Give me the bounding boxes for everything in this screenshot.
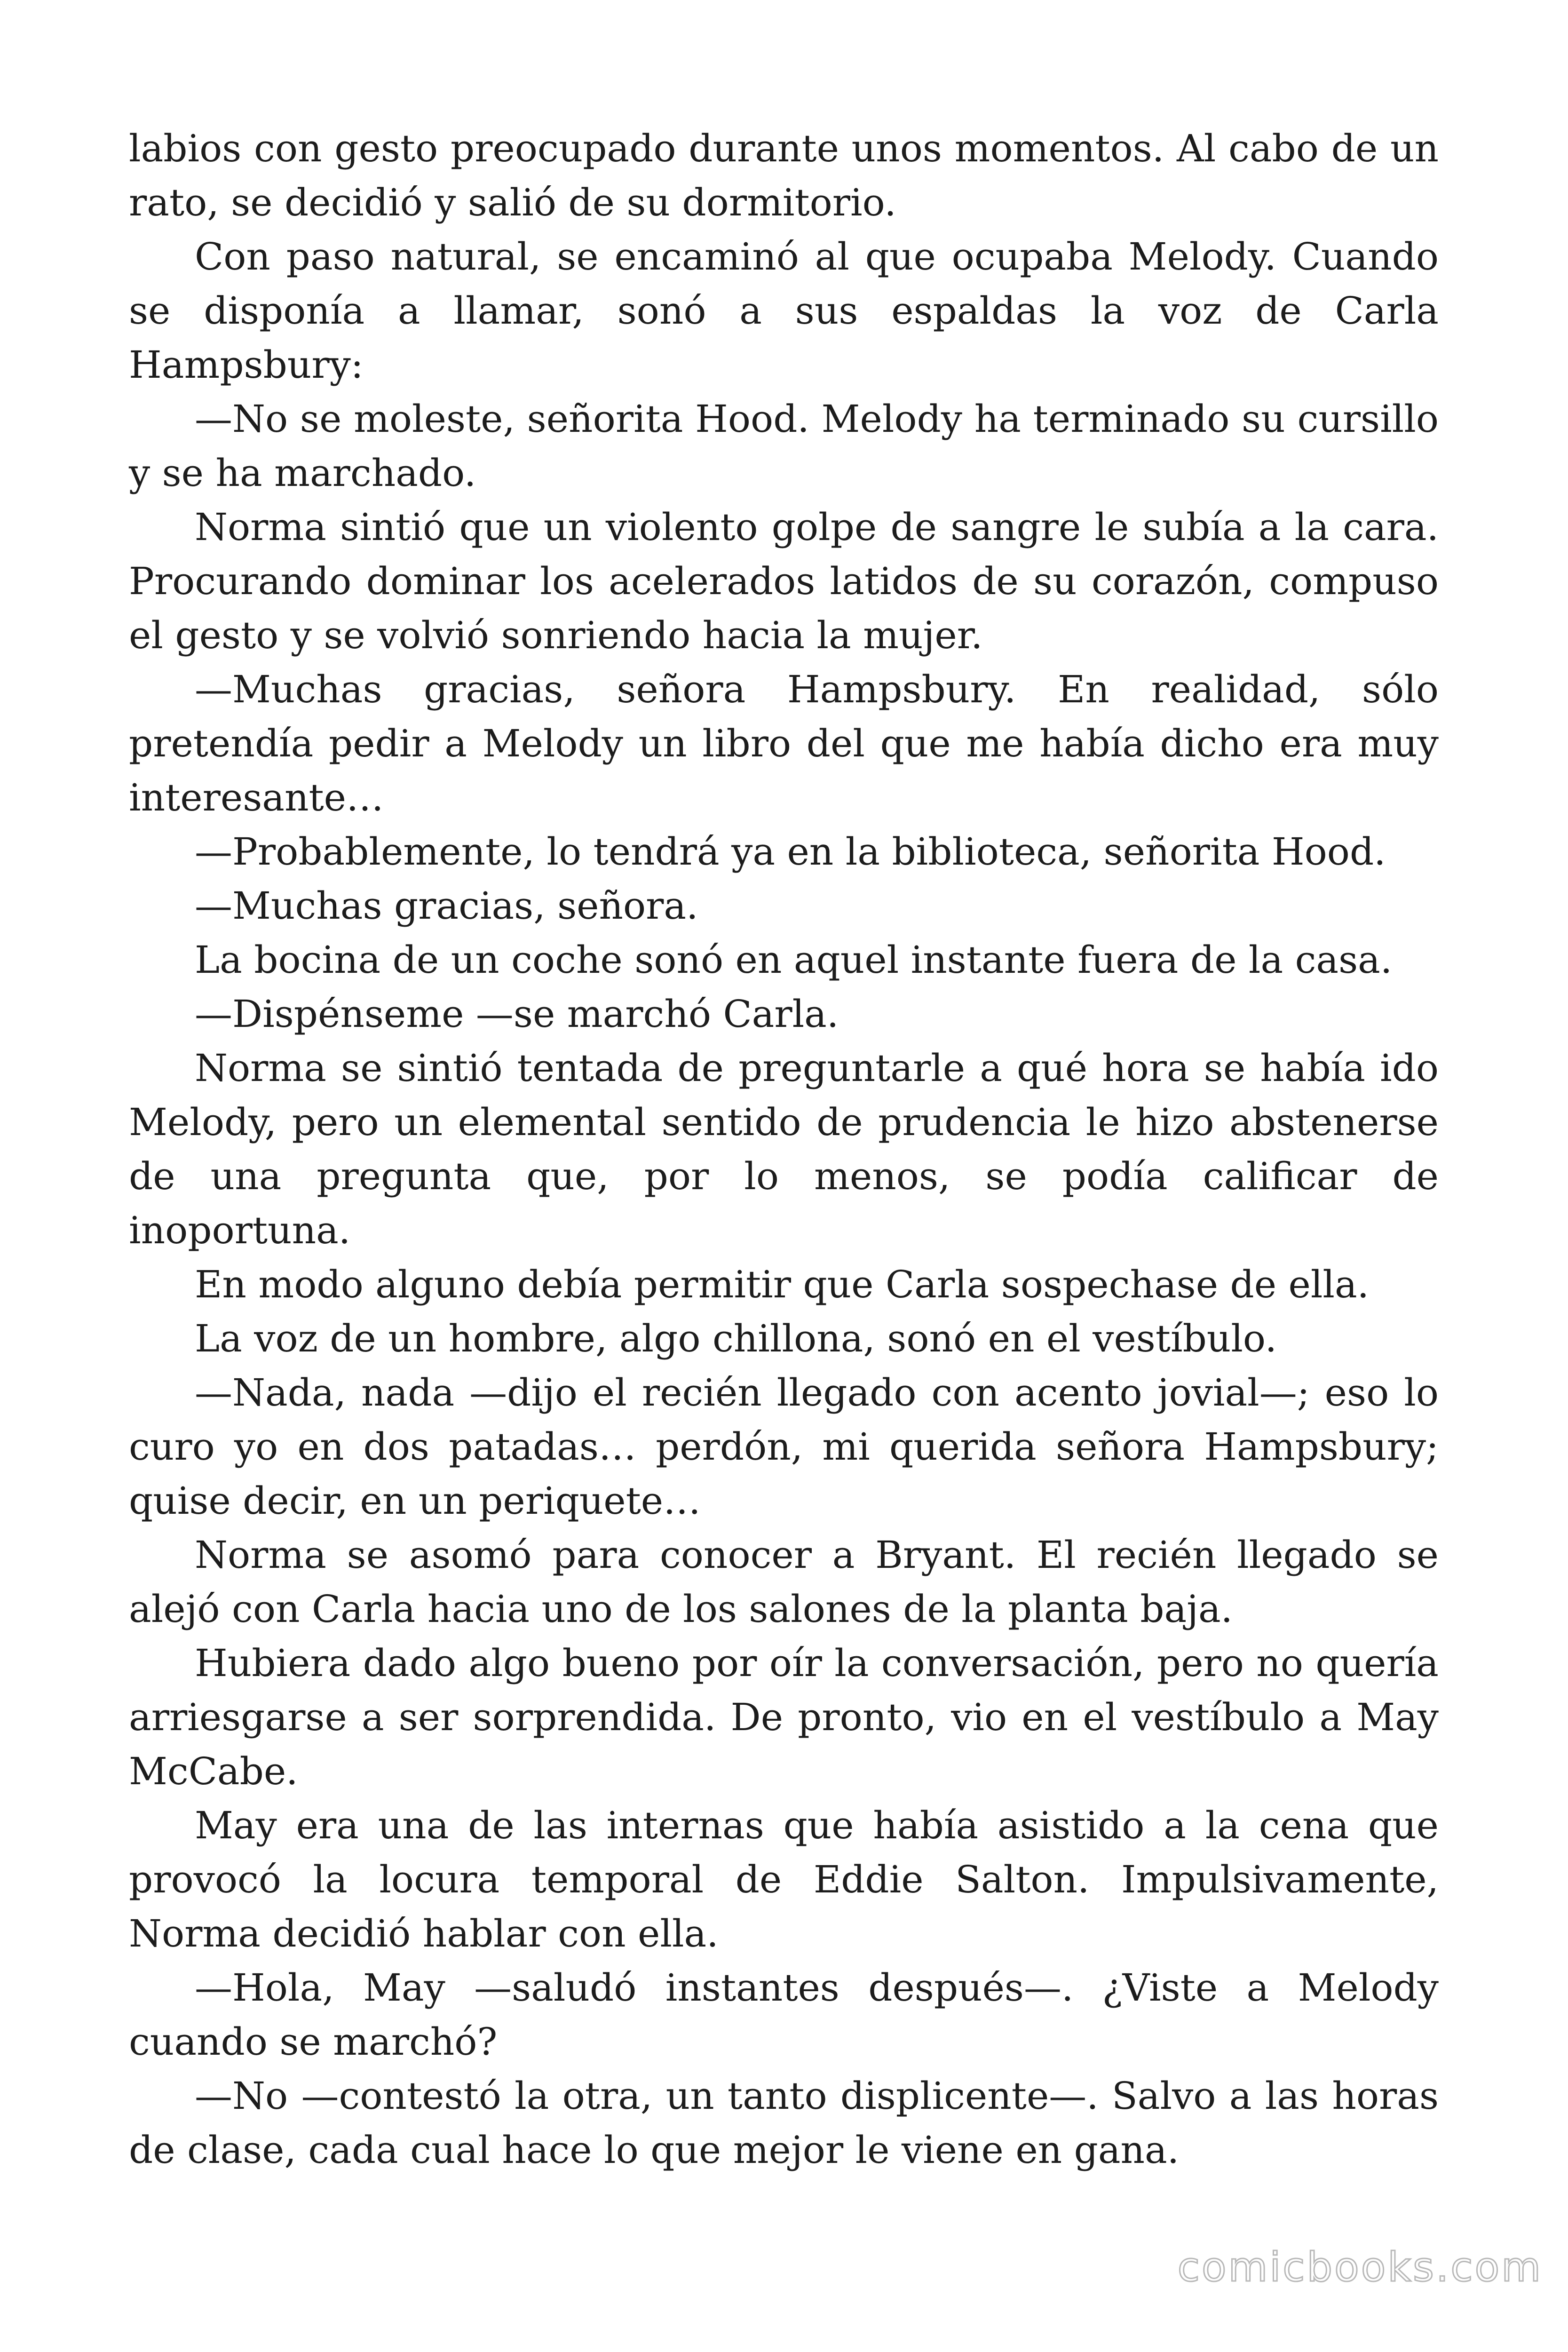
paragraph: Norma se sintió tentada de preguntarle a qué hora se había ido Melody, pero un elemental sentido de prudencia le hizo abstenerse de una pregunta que, por lo menos, se podía calificar de inoportuna.: [129, 1046, 1439, 1252]
body-text: [129, 121, 1439, 2177]
paragraph: Norma sintió que un violento golpe de sangre le subía a la cara. Procurando dominar los acelerados latidos de su corazón, compuso el gesto y se volvió sonriendo hacia la mujer.: [129, 505, 1439, 657]
paragraph: Norma se asomó para conocer a Bryant. El recién llegado se alejó con Carla hacia uno de los salones de la planta baja.: [129, 1533, 1439, 1631]
paragraph: labios con gesto preocupado durante unos momentos. Al cabo de un rato, se decidió y salió de su dormitorio.: [129, 127, 1439, 224]
paragraph: En modo alguno debía permitir que Carla sospechase de ella.: [195, 1263, 1370, 1306]
paragraph: Con paso natural, se encaminó al que ocupaba Melody. Cuando se disponía a llamar, sonó a sus espaldas la voz de Carla Hampsbury:: [129, 235, 1439, 387]
watermark: comicbooks.com: [1177, 2244, 1543, 2291]
paragraph: Hubiera dado algo bueno por oír la conversación, pero no quería arriesgarse a ser sorprendida. De pronto, vio en el vestíbulo a May McCabe.: [129, 1641, 1439, 1793]
paragraph: —Hola, May —saludó instantes después—. ¿Viste a Melody cuando se marchó?: [129, 1966, 1439, 2064]
paragraph: —No se moleste, señorita Hood. Melody ha terminado su cursillo y se ha marchado.: [129, 397, 1439, 495]
paragraph: —Nada, nada —dijo el recién llegado con acento jovial—; eso lo curo yo en dos patadas… perdón, mi querida señora Hampsbury; quise decir, en un periquete…: [129, 1371, 1439, 1523]
paragraph: —Muchas gracias, señora.: [195, 884, 698, 928]
paragraph: —Muchas gracias, señora Hampsbury. En realidad, sólo pretendía pedir a Melody un libro del que me había dicho era muy interesante…: [129, 667, 1439, 819]
paragraph: —Dispénseme —se marchó Carla.: [195, 992, 839, 1036]
paragraph: —Probablemente, lo tendrá ya en la biblioteca, señorita Hood.: [195, 830, 1386, 874]
paragraph: La bocina de un coche sonó en aquel instante fuera de la casa.: [195, 938, 1393, 982]
paragraph: La voz de un hombre, algo chillona, sonó en el vestíbulo.: [195, 1317, 1277, 1360]
paragraph: May era una de las internas que había asistido a la cena que provocó la locura temporal de Eddie Salton. Impulsivamente, Norma decidió hablar con ella.: [129, 1804, 1439, 1955]
paragraph: —No —contestó la otra, un tanto displicente—. Salvo a las horas de clase, cada cual hace lo que mejor le viene en gana.: [129, 2074, 1439, 2172]
